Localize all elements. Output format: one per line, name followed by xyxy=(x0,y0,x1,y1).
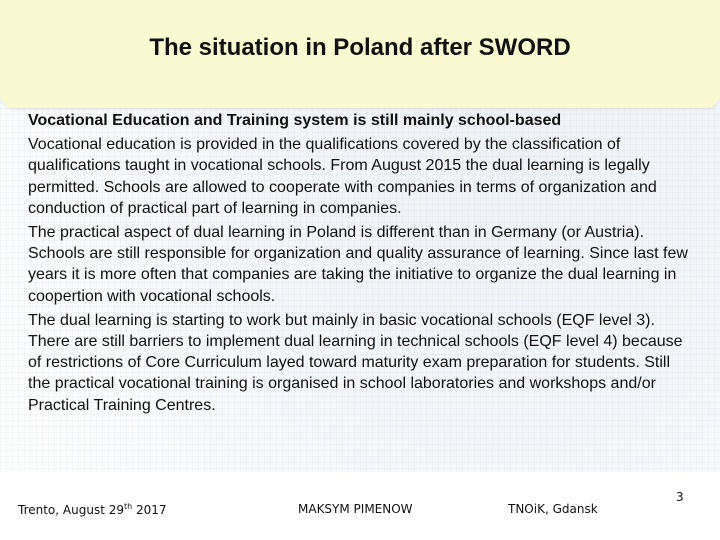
slide-body xyxy=(28,110,688,419)
title-banner xyxy=(0,0,720,108)
page-number: 3 xyxy=(676,490,684,504)
footer-location-date xyxy=(18,502,167,517)
footer-author: MAKSYM PIMENOW xyxy=(298,502,413,516)
footer-organization: TNOiK, Gdansk xyxy=(508,502,598,516)
body-paragraph-3: The dual learning is starting to work but mainly in basic vocational schools (EQF level 3). There are still barriers to implement dual learning in technical schools (EQF level 4) because of restrictions of Core Curriculum layed toward maturity exam preparation for students. Still the practical vocational training is organised in school laboratories and workshops and/or Practical Training Centres. xyxy=(28,311,683,414)
slide-title: The situation in Poland after SWORD xyxy=(149,34,571,61)
footer-date-prefix: Trento, August 29 xyxy=(18,503,124,517)
body-heading: Vocational Education and Training system is still mainly school-based xyxy=(28,112,562,129)
body-paragraph-1: Vocational education is provided in the qualifications covered by the classification of qualifications taught in vocational schools. From August 2015 the dual learning is legally permitted. Schools are allowed to cooperate with companies in terms of organization and conduction of practical part of learning in companies. xyxy=(28,136,657,217)
body-paragraph-2: The practical aspect of dual learning in Poland is different than in Germany (or Austria). Schools are still responsible for organization and quality assurance of learning. Since last few years it is more often that companies are taking the initiative to organize the dual learning in coopertion with vocational schools. xyxy=(28,224,688,305)
footer-date-superscript: th xyxy=(123,502,133,511)
slide-footer xyxy=(0,472,720,540)
footer-date-suffix: 2017 xyxy=(132,503,167,517)
